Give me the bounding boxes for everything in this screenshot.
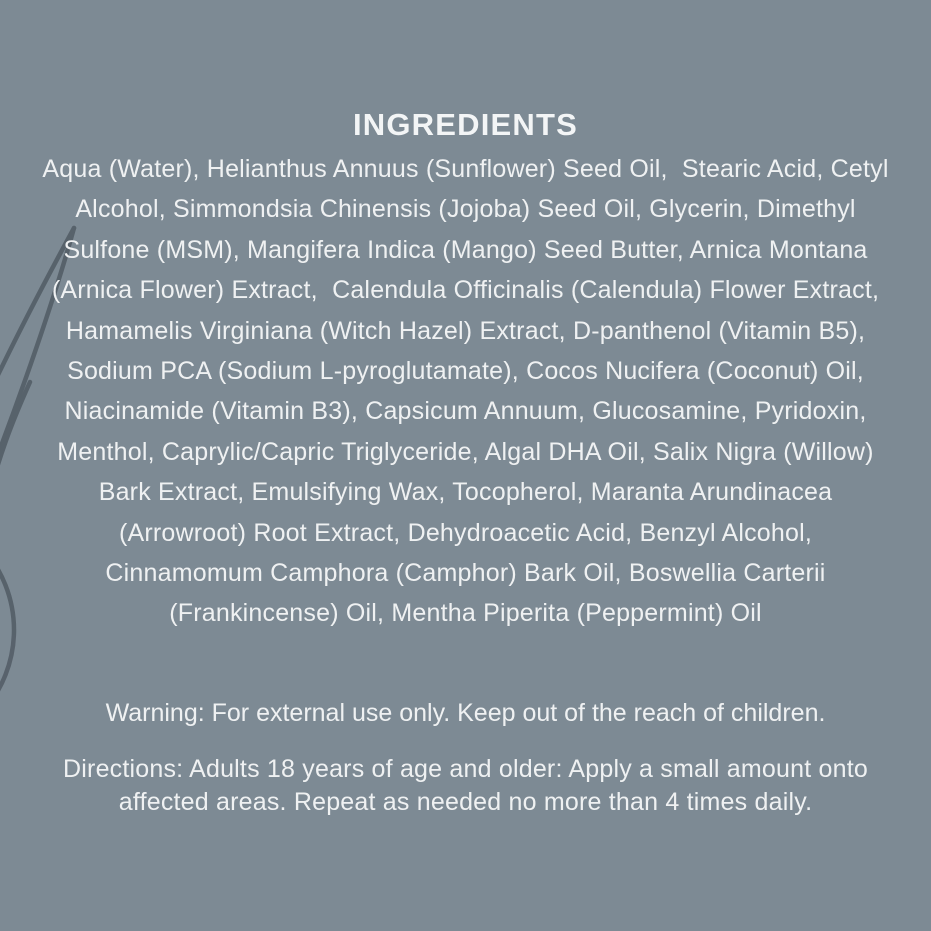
warning-text: Warning: For external use only. Keep out of the reach of children.	[105, 699, 826, 727]
ingredients-line: Bark Extract, Emulsifying Wax, Tocopherol, Maranta Arundinacea	[98, 478, 833, 507]
ingredients-line: Aqua (Water), Helianthus Annuus (Sunflower) Seed Oil, Stearic Acid, Cetyl	[42, 155, 889, 183]
ingredients-heading: INGREDIENTS	[352, 107, 579, 142]
directions-text	[0, 753, 931, 819]
directions-line: affected areas. Repeat as needed no more than 4 times daily.	[118, 788, 813, 816]
ingredients-line: Alcohol, Simmondsia Chinensis (Jojoba) Seed Oil, Glycerin, Dimethyl	[75, 195, 856, 224]
ingredients-line: (Arrowroot) Root Extract, Dehydroacetic Acid, Benzyl Alcohol,	[118, 518, 813, 547]
ingredients-line: Cinnamomum Camphora (Camphor) Bark Oil, Boswellia Carterii	[105, 559, 826, 588]
ingredients-line: (Frankincense) Oil, Mentha Piperita (Peppermint) Oil	[169, 599, 762, 628]
ingredients-line: Niacinamide (Vitamin B3), Capsicum Annuum, Glucosamine, Pyridoxin,	[64, 397, 867, 426]
ingredients-line: Sodium PCA (Sodium L-pyroglutamate), Cocos Nucifera (Coconut) Oil,	[67, 357, 864, 386]
ingredients-line: (Arnica Flower) Extract, Calendula Officinalis (Calendula) Flower Extract,	[51, 276, 880, 305]
ingredients-line: Hamamelis Virginiana (Witch Hazel) Extract, D-panthenol (Vitamin B5),	[65, 316, 866, 345]
ingredients-line: Menthol, Caprylic/Capric Triglyceride, Algal DHA Oil, Salix Nigra (Willow)	[57, 437, 874, 466]
ingredients-list	[0, 149, 931, 634]
ingredients-line: Sulfone (MSM), Mangifera Indica (Mango) Seed Butter, Arnica Montana	[63, 235, 868, 264]
directions-line: Directions: Adults 18 years of age and older: Apply a small amount onto	[63, 755, 868, 783]
